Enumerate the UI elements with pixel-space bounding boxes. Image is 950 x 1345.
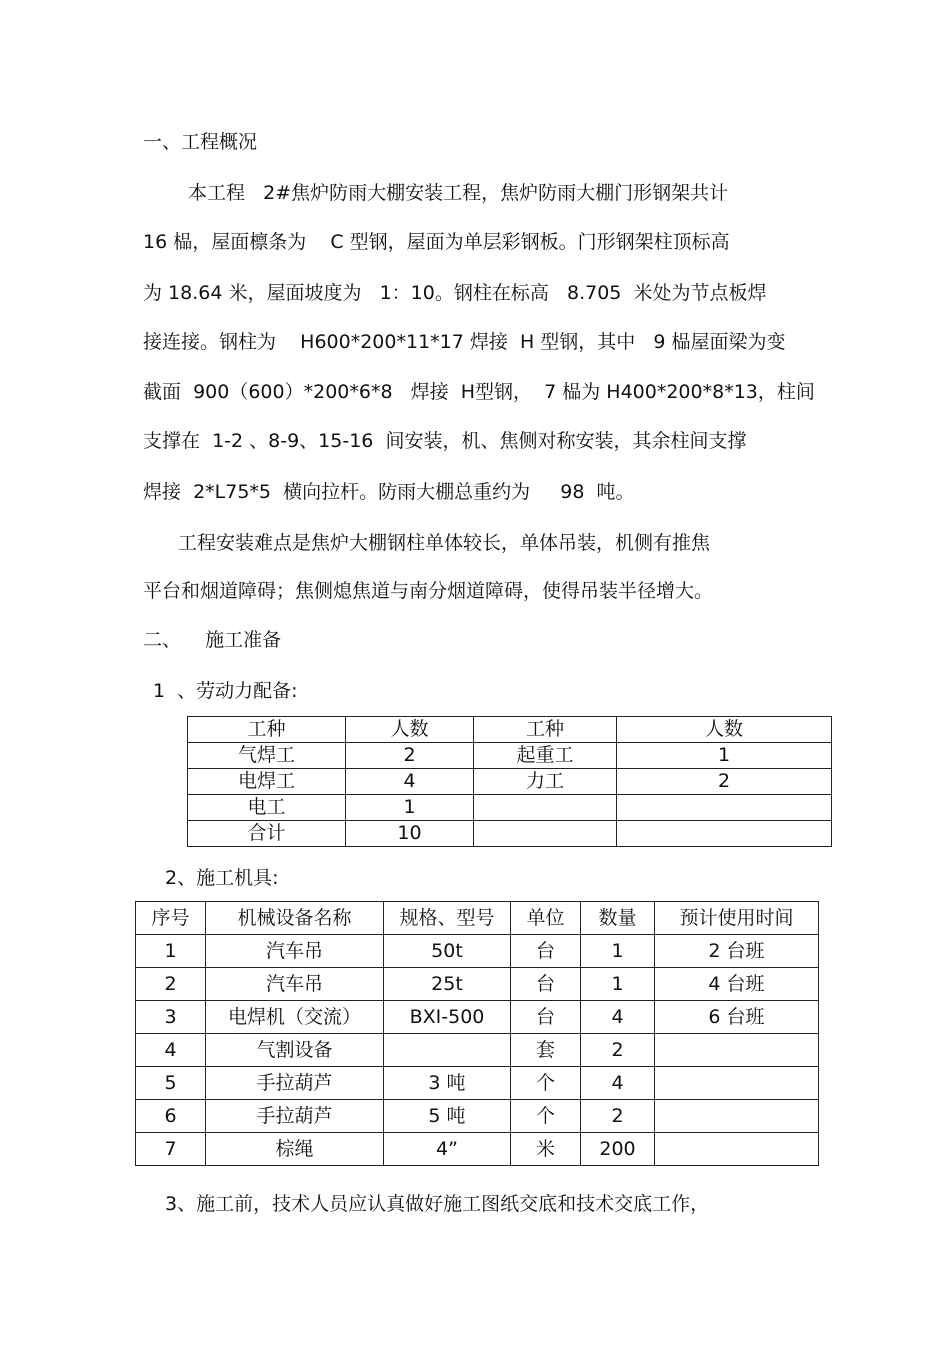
table-cell: BXI-500 <box>384 1001 511 1034</box>
paragraph-2-line-1: 工程安装难点是焦炉大棚钢柱单体较长，单体吊装，机侧有推焦 <box>178 532 711 554</box>
equipment-title: 2、施工机具: <box>165 867 279 889</box>
table-cell: 3 吨 <box>384 1067 511 1100</box>
table-row <box>136 902 819 935</box>
table-cell: 50t <box>384 935 511 968</box>
table-cell: 气焊工 <box>188 743 346 769</box>
table-cell: 1 <box>136 935 206 968</box>
table-cell: 2 台班 <box>655 935 819 968</box>
table-cell: 套 <box>511 1034 581 1067</box>
table-header-cell: 预计使用时间 <box>655 902 819 935</box>
item-3-text: 3、施工前，技术人员应认真做好施工图纸交底和技术交底工作， <box>165 1193 710 1215</box>
table-cell: 1 <box>581 935 655 968</box>
table-header-cell: 人数 <box>346 717 474 743</box>
table-cell: 电工 <box>188 795 346 821</box>
table-cell: 手拉葫芦 <box>206 1100 384 1133</box>
table-cell: 3 <box>136 1001 206 1034</box>
table-cell: 个 <box>511 1067 581 1100</box>
table-cell: 汽车吊 <box>206 968 384 1001</box>
table-row <box>188 821 832 847</box>
table-cell: 200 <box>581 1133 655 1166</box>
equipment-table <box>135 901 819 1166</box>
table-header-cell: 机械设备名称 <box>206 902 384 935</box>
table-row <box>136 1100 819 1133</box>
table-row <box>188 717 832 743</box>
table-cell: 2 <box>346 743 474 769</box>
table-header-cell: 人数 <box>617 717 832 743</box>
table-cell <box>384 1034 511 1067</box>
table-cell: 7 <box>136 1133 206 1166</box>
table-cell <box>655 1100 819 1133</box>
table-row <box>136 935 819 968</box>
table-cell <box>474 821 617 847</box>
paragraph-1-line-7: 焊接 2*L75*5 横向拉杆。防雨大棚总重约为 98 吨。 <box>143 481 635 503</box>
paragraph-1-line-6: 支撑在 1-2 、8-9、15-16 间安装，机、焦侧对称安装，其余柱间支撑 <box>143 430 747 452</box>
table-cell: 手拉葫芦 <box>206 1067 384 1100</box>
table-cell: 台 <box>511 968 581 1001</box>
table-cell: 1 <box>346 795 474 821</box>
table-cell: 台 <box>511 935 581 968</box>
table-row <box>188 795 832 821</box>
section-1-heading: 一、工程概况 <box>143 131 258 153</box>
table-cell: 汽车吊 <box>206 935 384 968</box>
table-row <box>136 1133 819 1166</box>
table-cell <box>655 1034 819 1067</box>
table-cell: 米 <box>511 1133 581 1166</box>
table-row <box>188 769 832 795</box>
table-cell: 4 <box>136 1034 206 1067</box>
table-cell: 棕绳 <box>206 1133 384 1166</box>
table-row <box>136 968 819 1001</box>
labor-title: 1 、劳动力配备: <box>153 680 298 702</box>
paragraph-2-line-2: 平台和烟道障碍；焦侧熄焦道与南分烟道障碍，使得吊装半径增大。 <box>143 580 714 602</box>
table-cell: 气割设备 <box>206 1034 384 1067</box>
table-row <box>136 1001 819 1034</box>
table-cell: 2 <box>136 968 206 1001</box>
table-cell: 力工 <box>474 769 617 795</box>
table-cell: 4 <box>581 1001 655 1034</box>
table-cell <box>617 795 832 821</box>
table-header-cell: 工种 <box>188 717 346 743</box>
table-header-cell: 规格、型号 <box>384 902 511 935</box>
table-header-cell: 单位 <box>511 902 581 935</box>
table-cell: 6 <box>136 1100 206 1133</box>
table-cell: 10 <box>346 821 474 847</box>
table-cell: 4 <box>346 769 474 795</box>
paragraph-1-line-4: 接连接。钢柱为 H600*200*11*17 焊接 H 型钢，其中 9 榀屋面梁为变 <box>143 331 786 353</box>
table-header-cell: 数量 <box>581 902 655 935</box>
table-cell <box>617 821 832 847</box>
table-cell: 电焊工 <box>188 769 346 795</box>
table-cell: 5 吨 <box>384 1100 511 1133</box>
table-header-cell: 序号 <box>136 902 206 935</box>
table-header-cell: 工种 <box>474 717 617 743</box>
table-cell: 6 台班 <box>655 1001 819 1034</box>
table-cell: 1 <box>617 743 832 769</box>
paragraph-1-line-3: 为 18.64 米，屋面坡度为 1：10。钢柱在标高 8.705 米处为节点板焊 <box>143 282 767 304</box>
table-cell <box>655 1067 819 1100</box>
table-row <box>188 743 832 769</box>
paragraph-1-line-1: 本工程 2#焦炉防雨大棚安装工程，焦炉防雨大棚门形钢架共计 <box>188 182 729 204</box>
table-cell: 2 <box>581 1034 655 1067</box>
table-cell: 个 <box>511 1100 581 1133</box>
table-cell: 5 <box>136 1067 206 1100</box>
table-row <box>136 1034 819 1067</box>
table-cell: 电焊机（交流） <box>206 1001 384 1034</box>
paragraph-1-line-2: 16 榀，屋面檩条为 C 型钢，屋面为单层彩钢板。门形钢架柱顶标高 <box>143 231 730 253</box>
section-2-heading: 二、 施工准备 <box>143 629 282 651</box>
table-cell: 合计 <box>188 821 346 847</box>
table-cell: 起重工 <box>474 743 617 769</box>
table-cell <box>655 1133 819 1166</box>
table-cell: 4 <box>581 1067 655 1100</box>
paragraph-1-line-5: 截面 900（600）*200*6*8 焊接 H型钢， 7 榀为 H400*200*8*13，柱间 <box>143 381 815 403</box>
labor-table <box>187 716 832 847</box>
table-row <box>136 1067 819 1100</box>
table-cell: 台 <box>511 1001 581 1034</box>
table-cell: 25t <box>384 968 511 1001</box>
table-cell: 2 <box>617 769 832 795</box>
table-cell: 4” <box>384 1133 511 1166</box>
table-cell: 2 <box>581 1100 655 1133</box>
table-cell <box>474 795 617 821</box>
table-cell: 4 台班 <box>655 968 819 1001</box>
table-cell: 1 <box>581 968 655 1001</box>
